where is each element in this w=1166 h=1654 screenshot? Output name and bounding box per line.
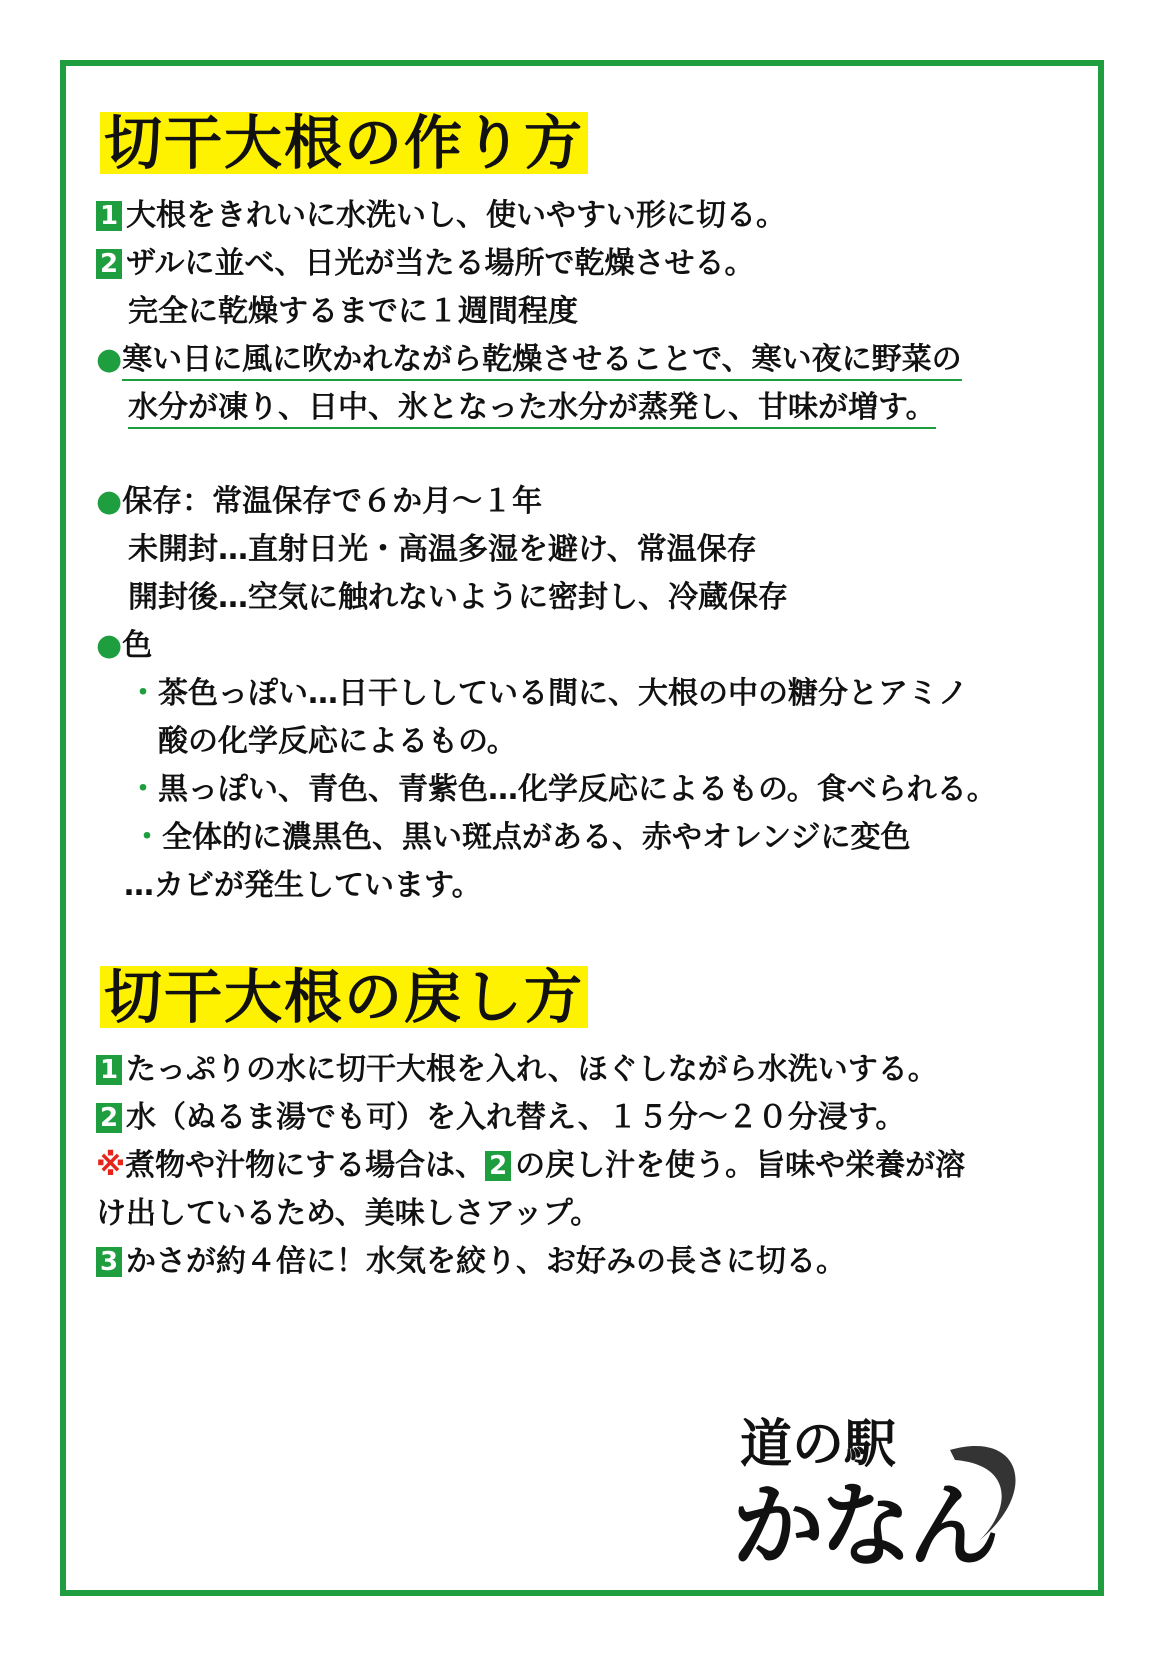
return-note-line1 [96, 1146, 965, 1186]
bullet-dot-icon: ● [96, 628, 123, 663]
storage-heading-text: 保存：常温保存で６か月～１年 [122, 484, 543, 519]
step-number-badge: 1 [96, 201, 122, 231]
step-text: たっぷりの水に切干大根を入れ、ほぐしながら水洗いする。 [126, 1052, 938, 1087]
make-note-line2 [128, 388, 936, 428]
step-text: かさが約４倍に！水気を絞り、お好みの長さに切る。 [126, 1244, 846, 1279]
return-note-line2: け出しているため、美味しさアップ。 [96, 1196, 601, 1231]
make-step-2 [96, 244, 755, 284]
step-text: ザルに並べ、日光が当たる場所で乾燥させる。 [126, 246, 755, 281]
color-item-text: 黒っぽい、青色、青紫色…化学反応によるもの。食べられる。 [158, 772, 997, 807]
step-number-badge: 3 [96, 1247, 122, 1277]
return-step-1 [96, 1050, 938, 1090]
return-step-3 [96, 1242, 846, 1282]
step-text: 水（ぬるま湯でも可）を入れ替え、１５分～２０分浸す。 [126, 1100, 906, 1135]
make-note-line1 [96, 340, 962, 380]
step-number-badge: 1 [96, 1055, 122, 1085]
step-number-badge: 2 [96, 1103, 122, 1133]
note-text: 水分が凍り、日中、氷となった水分が蒸発し、甘味が増す。 [128, 390, 936, 429]
color-item-3-cont: …カビが発生しています。 [124, 868, 482, 903]
color-item-3 [132, 818, 911, 858]
step-number-badge: 2 [96, 249, 122, 279]
note-text: 寒い日に風に吹かれながら乾燥させることで、寒い夜に野菜の [122, 342, 961, 381]
note-mark: ※ [96, 1148, 126, 1183]
make-step-2-cont: 完全に乾燥するまでに１週間程度 [128, 294, 578, 329]
color-item-1-cont: 酸の化学反応によるもの。 [158, 724, 517, 759]
bullet-dot-icon: ● [96, 484, 123, 519]
brush-logo-graphic [732, 1390, 1080, 1590]
logo-main-text: かなん [732, 1472, 997, 1580]
make-step-1 [96, 196, 786, 236]
bullet-mark: ・ [128, 676, 158, 711]
color-item-2 [128, 770, 997, 810]
michi-no-eki-kanan-logo [732, 1390, 1080, 1590]
storage-opened: 開封後…空気に触れないように密封し、冷蔵保存 [128, 580, 788, 615]
step-ref-badge: 2 [485, 1151, 511, 1181]
color-item-1 [128, 674, 968, 714]
bullet-mark: ・ [128, 772, 158, 807]
logo-top-text: 道の駅 [740, 1414, 897, 1475]
return-step-2 [96, 1098, 905, 1138]
color-heading-text: 色 [122, 628, 153, 663]
note-text: の戻し汁を使う。旨味や栄養が溶 [515, 1148, 966, 1183]
bullet-mark: ・ [132, 820, 162, 855]
step-text: 大根をきれいに水洗いし、使いやすい形に切る。 [126, 198, 786, 233]
storage-unopened: 未開封…直射日光・高温多湿を避け、常温保存 [128, 532, 757, 567]
color-item-text: 茶色っぽい…日干ししている間に、大根の中の糖分とアミノ [158, 676, 968, 711]
section1-title: 切干大根の作り方 [100, 112, 588, 174]
bullet-dot-icon: ● [96, 342, 123, 377]
color-item-text: 全体的に濃黒色、黒い斑点がある、赤やオレンジに変色 [162, 820, 911, 855]
note-text: 煮物や汁物にする場合は、 [125, 1148, 486, 1183]
storage-heading [96, 482, 542, 522]
section2-title: 切干大根の戻し方 [100, 966, 588, 1028]
color-heading [96, 626, 152, 666]
